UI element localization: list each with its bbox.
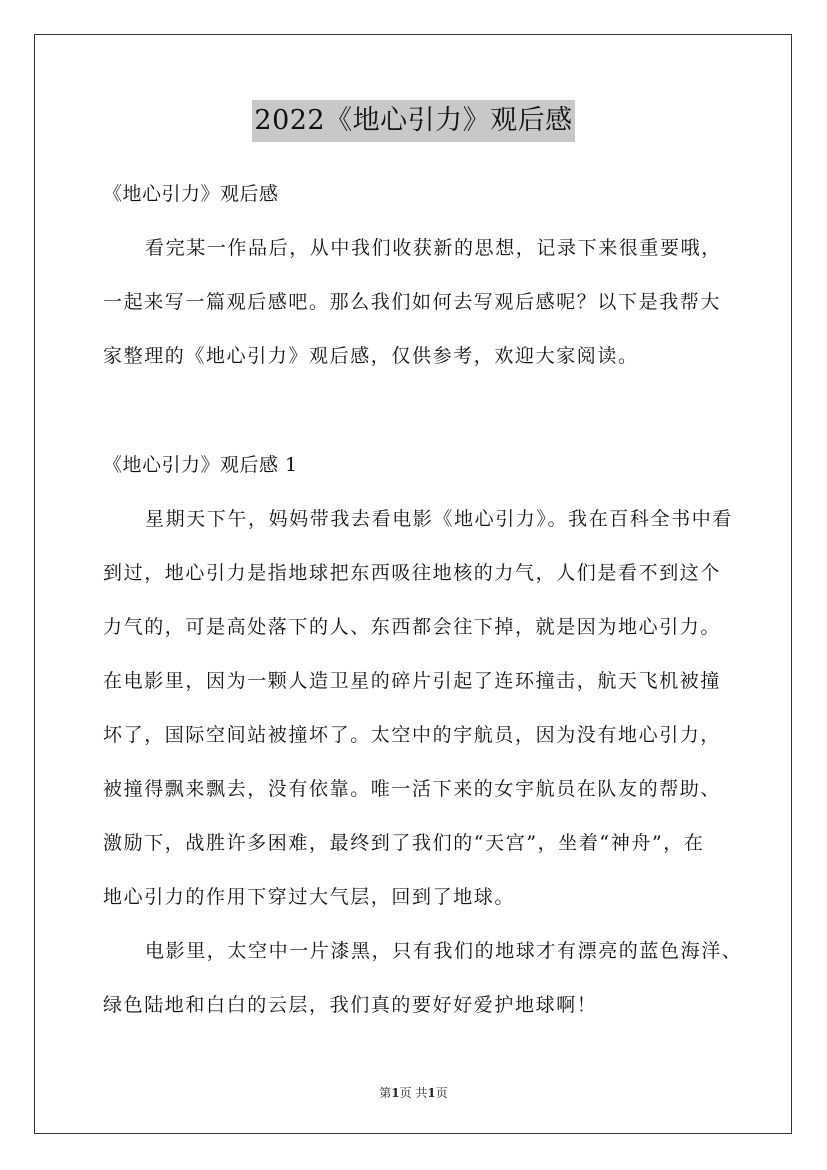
section-heading: 《地心引力》观后感 1 bbox=[103, 454, 298, 476]
intro-line-3: 家整理的《地心引力》观后感，仅供参考，欢迎大家阅读。 bbox=[103, 345, 639, 367]
body-line-2: 到过，地心引力是指地球把东西吸往地核的力气，人们是看不到这个 bbox=[103, 562, 722, 584]
body-line-3: 力气的，可是高处落下的人、东西都会往下掉，就是因为地心引力。 bbox=[103, 616, 722, 638]
body-line-4: 在电影里，因为一颗人造卫星的碎片引起了连环撞击，航天飞机被撞 bbox=[103, 670, 722, 692]
footer-page-prefix: 第 bbox=[379, 1086, 392, 1100]
footer-page-suffix: 页 bbox=[435, 1086, 448, 1100]
body-line-5: 坏了，国际空间站被撞坏了。太空中的宇航员，因为没有地心引力， bbox=[103, 724, 722, 746]
intro-line-1: 看完某一作品后，从中我们收获新的思想，记录下来很重要哦， bbox=[145, 237, 722, 259]
document-title: 2022《地心引力》观后感 bbox=[252, 100, 574, 142]
body-line-9: 电影里，太空中一片漆黑，只有我们的地球才有漂亮的蓝色海洋、 bbox=[145, 940, 743, 962]
title-wrapper bbox=[0, 100, 827, 142]
body-line-10: 绿色陆地和白白的云层，我们真的要好好爱护地球啊！ bbox=[103, 994, 598, 1016]
intro-line-2: 一起来写一篇观后感吧。那么我们如何去写观后感呢？以下是我帮大 bbox=[103, 291, 722, 313]
page-footer bbox=[0, 1085, 827, 1101]
body-line-7: 激励下，战胜许多困难，最终到了我们的“天宫”，坐着“神舟”，在 bbox=[103, 832, 705, 854]
footer-page-current: 1 bbox=[391, 1086, 400, 1100]
footer-page-mid: 页 共 bbox=[399, 1086, 428, 1100]
document-subtitle: 《地心引力》观后感 bbox=[103, 183, 279, 205]
body-line-1: 星期天下午，妈妈带我去看电影《地心引力》。我在百科全书中看 bbox=[145, 508, 733, 530]
footer-page-total: 1 bbox=[427, 1086, 436, 1100]
body-line-8: 地心引力的作用下穿过大气层，回到了地球。 bbox=[103, 886, 516, 908]
body-line-6: 被撞得飘来飘去，没有依靠。唯一活下来的女宇航员在队友的帮助、 bbox=[103, 778, 722, 800]
